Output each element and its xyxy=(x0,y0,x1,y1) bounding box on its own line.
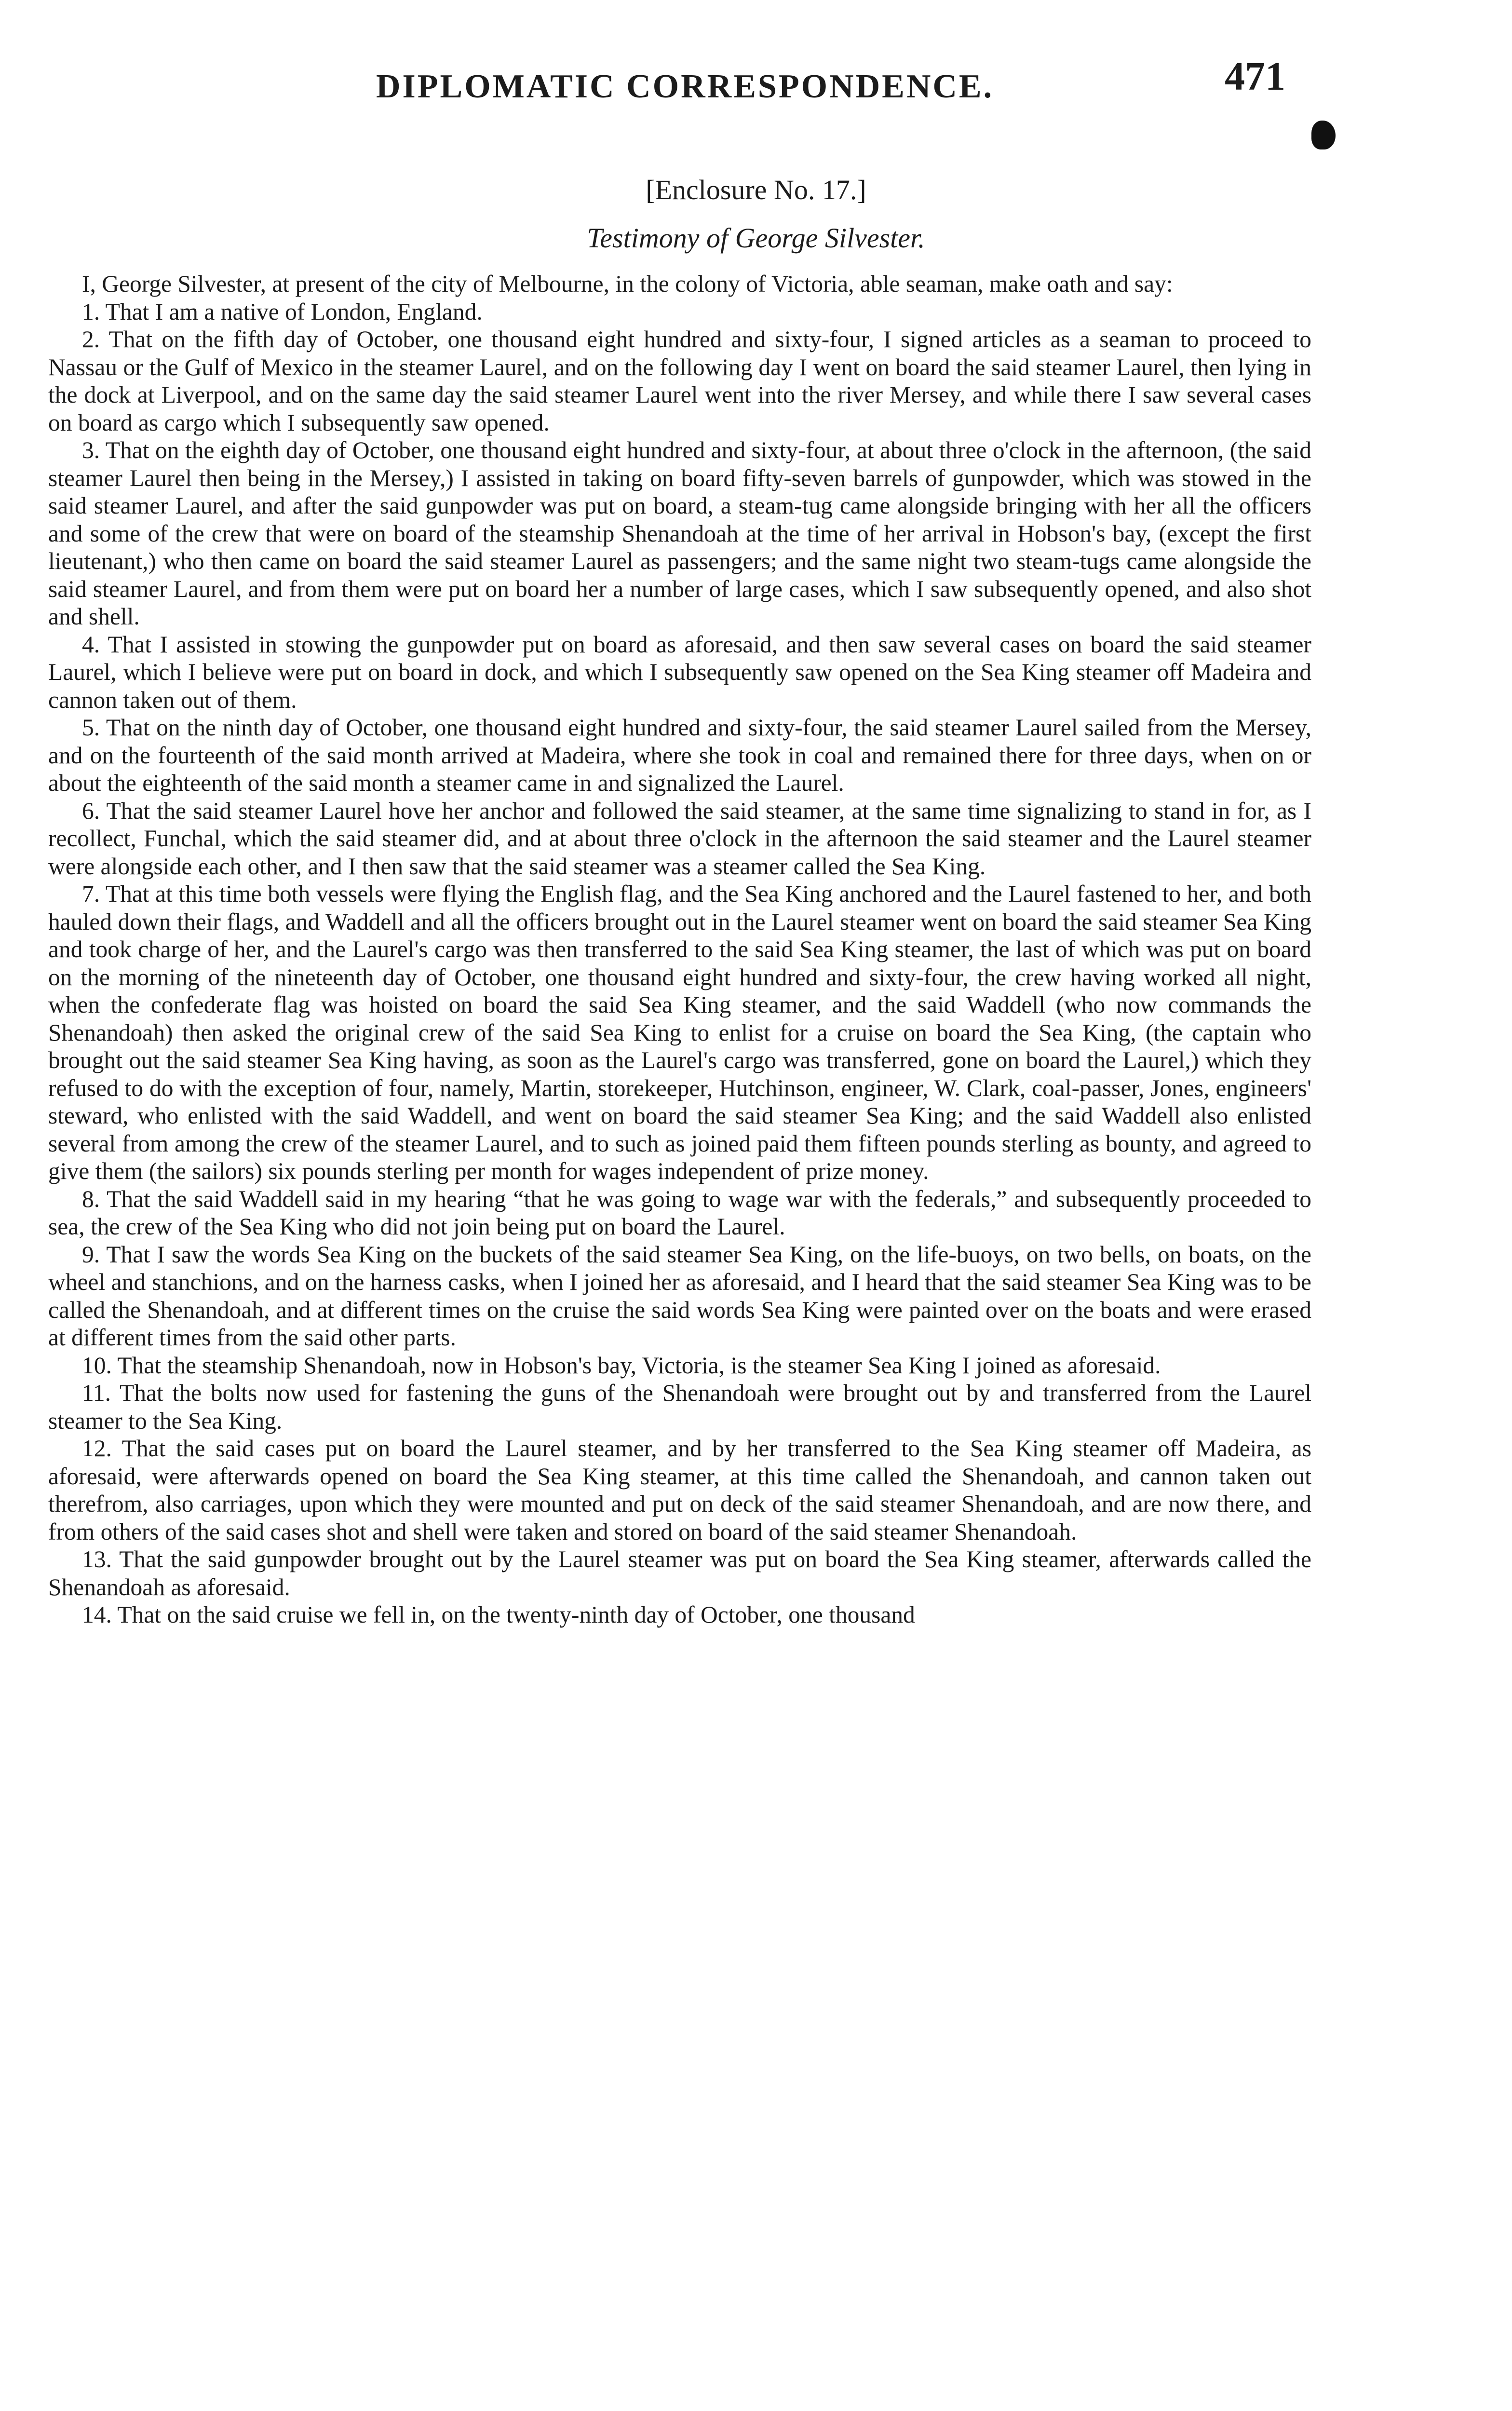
paragraph-oath: I, George Silvester, at present of the city of Melbourne, in the colony of Victoria, able seaman, make oath and say: xyxy=(82,271,1173,297)
paragraph-10: 10. That the steamship Shenandoah, now in Hobson's bay, Victoria, is the steamer Sea King I joined as aforesaid. xyxy=(82,1352,1161,1379)
paragraph-13: 13. That the said gunpowder brought out by the Laurel steamer was put on board the Sea King steamer, afterwards called the Shenandoah as aforesaid. xyxy=(48,1546,1311,1600)
page-number: 471 xyxy=(1225,54,1285,99)
running-title: DIPLOMATIC CORRESPONDENCE. xyxy=(376,68,994,105)
paragraph-5: 5. That on the ninth day of October, one thousand eight hundred and sixty-four, the said steamer Laurel sailed from the Mersey, and on the fourteenth of the said month arrived at Madeira, where she took in coal and remained there for three days, when on or about the eighteenth of the said month a steamer came in and signalized the Laurel. xyxy=(48,714,1311,796)
paragraph-1: 1. That I am a native of London, England. xyxy=(82,298,483,325)
ink-blot-mark xyxy=(1311,121,1336,149)
paragraph-11: 11. That the bolts now used for fastening the guns of the Shenandoah were brought out by and transferred from the Laurel steamer to the Sea King. xyxy=(48,1380,1311,1434)
paragraph-3: 3. That on the eighth day of October, one thousand eight hundred and sixty-four, at about three o'clock in the afternoon, (the said steamer Laurel then being in the Mersey,) I assisted in taking on board fifty-seven barrels of gunpowder, which was stowed in the said steamer Laurel, and after the said gunpowder was put on board, a steam-tug came alongside bringing with her all the officers and some of the crew that were on board of the steamship Shenandoah at the time of her arrival in Hobson's bay, (except the first lieutenant,) who then came on board the said steamer Laurel as passengers; and the same night two steam-tugs came alongside the said steamer Laurel, and from them were put on board her a number of large cases, which I saw subsequently opened, and also shot and shell. xyxy=(48,437,1311,630)
paragraph-14: 14. That on the said cruise we fell in, on the twenty-ninth day of October, one thousand xyxy=(82,1601,915,1628)
paragraph-12: 12. That the said cases put on board the Laurel steamer, and by her transferred to the Sea King steamer off Madeira, as aforesaid, were afterwards opened on board the Sea King steamer, at this time called the Shenandoah, and cannon taken out therefrom, also carriages, upon which they were mounted and put on deck of the said steamer Shenandoah, and are now there, and from others of the said cases shot and shell were taken and stored on board of the said steamer Shenandoah. xyxy=(48,1435,1311,1545)
testimony-body xyxy=(48,270,1311,1629)
paragraph-4: 4. That I assisted in stowing the gunpowder put on board as aforesaid, and then saw several cases on board the said steamer Laurel, which I believe were put on board in dock, and which I subsequently saw opened on the Sea King steamer off Madeira and cannon taken out of them. xyxy=(48,631,1311,713)
paragraph-9: 9. That I saw the words Sea King on the buckets of the said steamer Sea King, on the life-buoys, on two bells, on boats, on the wheel and stanchions, and on the harness casks, when I joined her as aforesaid, and I heard that the said steamer Sea King was to be called the Shenandoah, and at different times on the cruise the said words Sea King were painted over on the boats and were erased at different times from the said other parts. xyxy=(48,1241,1311,1351)
enclosure-label: [Enclosure No. 17.] xyxy=(646,174,866,205)
paragraph-7: 7. That at this time both vessels were flying the English flag, and the Sea King anchored and the Laurel fastened to her, and both hauled down their flags, and Waddell and all the officers brought out in the Laurel steamer went on board the said steamer Sea King and took charge of her, and the Laurel's cargo was then transferred to the said Sea King steamer, the last of which was put on board on the morning of the nineteenth day of October, one thousand eight hundred and sixty-four, the crew having worked all night, when the confederate flag was hoisted on board the said Sea King steamer, and the said Waddell (who now commands the Shenandoah) then asked the original crew of the said Sea King to enlist for a cruise on board the Sea King, (the captain who brought out the said steamer Sea King having, as soon as the Laurel's cargo was transferred, gone on board the Laurel,) which they refused to do with the exception of four, namely, Martin, storekeeper, Hutchinson, engineer, W. Clark, coal-passer, Jones, engineers' steward, who enlisted with the said Waddell, and went on board the said steamer Sea King; and the said Waddell also enlisted several from among the crew of the steamer Laurel, and to such as joined paid them fifteen pounds sterling as bounty, and agreed to give them (the sailors) six pounds sterling per month for wages independent of prize money. xyxy=(48,880,1311,1184)
paragraph-6: 6. That the said steamer Laurel hove her anchor and followed the said steamer, at the same time signalizing to stand in for, as I recollect, Funchal, which the said steamer did, and at about three o'clock in the afternoon the said steamer and the Laurel steamer were alongside each other, and I then saw that the said steamer was a steamer called the Sea King. xyxy=(48,797,1311,880)
paragraph-2: 2. That on the fifth day of October, one thousand eight hundred and sixty-four, I signed articles as a seaman to proceed to Nassau or the Gulf of Mexico in the steamer Laurel, and on the following day I went on board the said steamer Laurel, then lying in the dock at Liverpool, and on the same day the said steamer Laurel went into the river Mersey, and while there I saw several cases on board as cargo which I subsequently saw opened. xyxy=(48,326,1311,436)
paragraph-8: 8. That the said Waddell said in my hearing “that he was going to wage war with the federals,” and subsequently proceeded to sea, the crew of the Sea King who did not join being put on board the Laurel. xyxy=(48,1185,1311,1240)
testimony-title: Testimony of George Silvester. xyxy=(587,222,925,254)
